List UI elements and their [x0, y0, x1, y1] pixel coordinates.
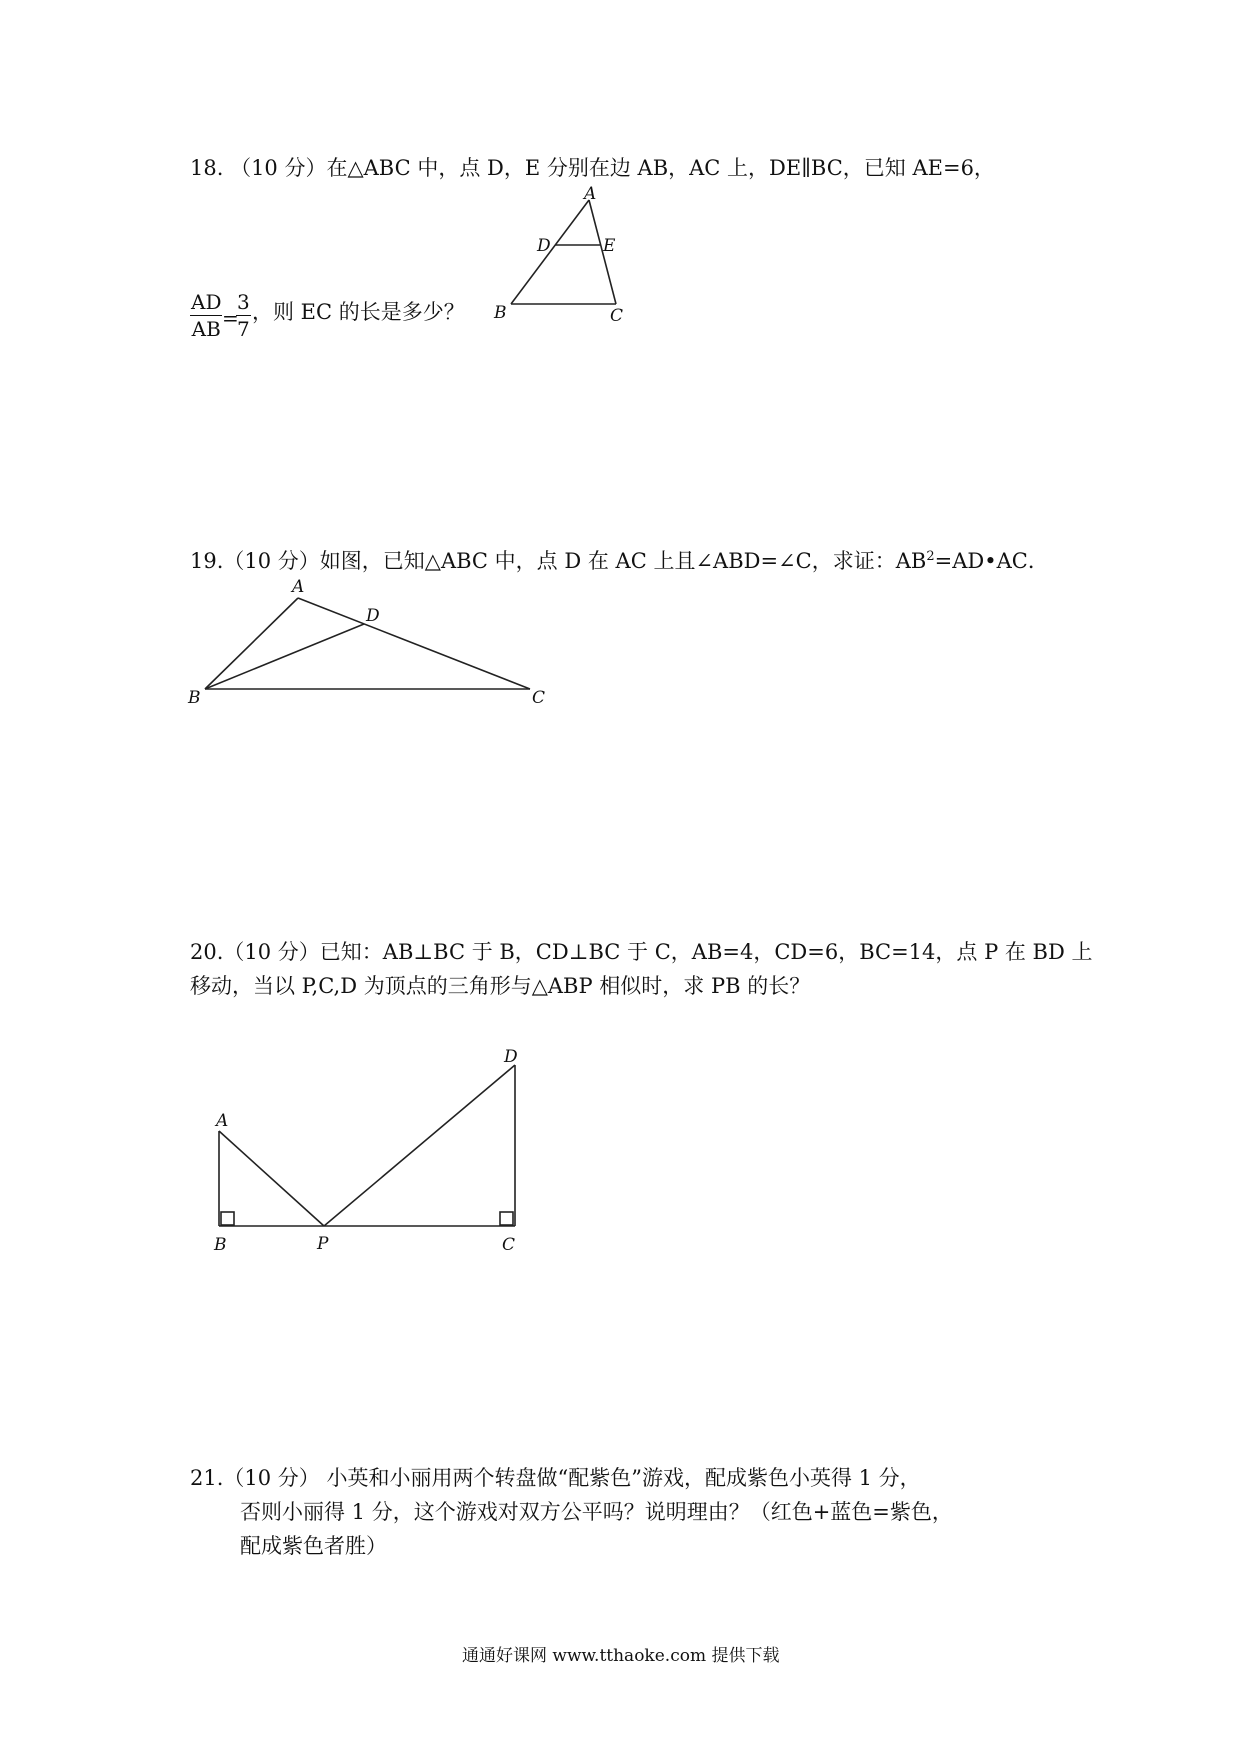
- q18-label-b: B: [494, 303, 507, 323]
- q21-line2: 否则小丽得 1 分，这个游戏对双方公平吗？说明理由？（红色+蓝色=紫色，: [240, 1500, 953, 1524]
- q20-label-c: C: [502, 1235, 516, 1255]
- q18-frac1-num: AD: [191, 290, 222, 314]
- q18-frac2-num: 3: [237, 290, 250, 314]
- q20-right-angle-c: [500, 1212, 513, 1225]
- q18-label-e: E: [603, 236, 616, 256]
- q21-line3: 配成紫色者胜）: [240, 1534, 387, 1558]
- q20-right-angle-b: [221, 1212, 234, 1225]
- q19-superscript: 2: [926, 549, 935, 564]
- q18-line1: 18. （10 分）在△ABC 中，点 D，E 分别在边 AB，AC 上，DE∥BC，已知 AE=6，: [190, 156, 995, 180]
- q19-label-a: A: [292, 577, 305, 597]
- q18-label-d: D: [537, 236, 551, 256]
- q20-label-a: A: [216, 1111, 229, 1131]
- q19-label-c: C: [532, 688, 546, 708]
- page-footer: 通通好课网 www.tthaoke.com 提供下载: [462, 1646, 780, 1666]
- q20-line1: 20.（10 分）已知：AB⊥BC 于 B，CD⊥BC 于 C，AB=4，CD=6，BC=14，点 P 在 BD 上: [190, 940, 1093, 964]
- q19-label-d: D: [366, 606, 380, 626]
- q20-line2: 移动，当以 P,C,D 为顶点的三角形与△ABP 相似时，求 PB 的长？: [190, 974, 811, 998]
- q20-lines: [219, 1065, 515, 1226]
- q18-line2: ，则 EC 的长是多少？: [252, 300, 465, 324]
- q19-label-b: B: [188, 688, 201, 708]
- q18-label-c: C: [610, 306, 624, 326]
- q18-equals: =: [222, 306, 239, 330]
- q20-label-b: B: [214, 1235, 227, 1255]
- q21-line1: 21.（10 分） 小英和小丽用两个转盘做“配紫色”游戏，配成紫色小英得 1 分，: [190, 1466, 921, 1490]
- q18-frac2-den: 7: [237, 317, 250, 341]
- q18-label-a: A: [584, 184, 597, 204]
- q20-label-p: P: [317, 1234, 329, 1254]
- q19-text-after: =AD•AC．: [934, 549, 1049, 573]
- q19-text-before: 19.（10 分）如图，已知△ABC 中，点 D 在 AC 上且∠ABD=∠C，求证：AB: [190, 549, 927, 573]
- q20-label-d: D: [504, 1047, 518, 1067]
- q18-frac1-den: AB: [191, 317, 221, 341]
